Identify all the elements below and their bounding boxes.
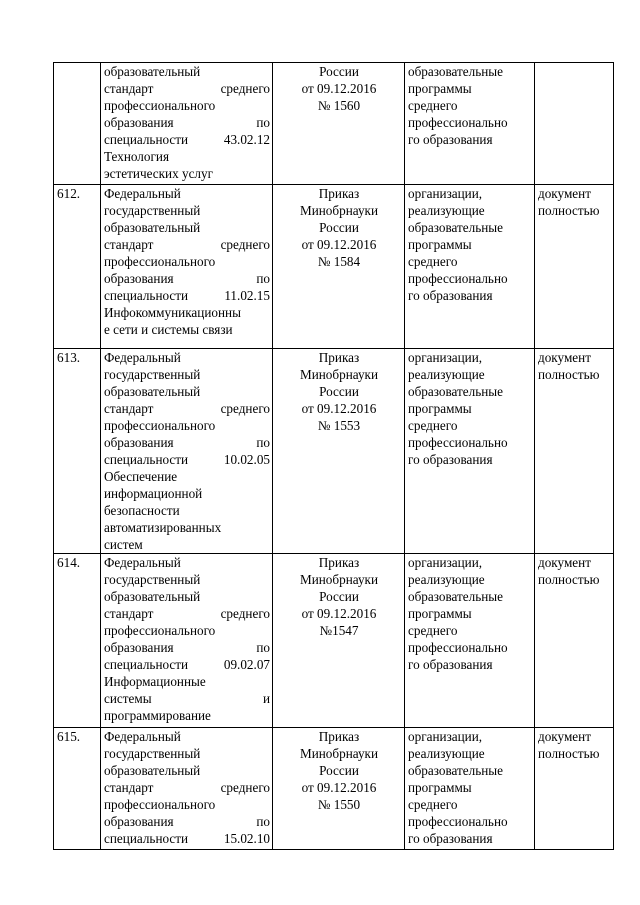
document-name-cell	[101, 185, 273, 349]
document-name-word: образования	[104, 640, 174, 655]
document-name-line: Инфокоммуникационны	[104, 305, 241, 320]
extent-cell	[535, 185, 614, 349]
row-number: 612.	[57, 186, 81, 201]
applicable-to-line: среднего	[408, 98, 458, 113]
approving-act-line: от 09.12.2016	[301, 780, 377, 795]
document-name-word: стандарт	[104, 237, 154, 252]
document-name-line: профессионального	[104, 254, 216, 269]
document-name-word: образования	[104, 435, 174, 450]
approving-act-line: Приказ	[318, 555, 360, 570]
document-name-line: профессионального	[104, 98, 216, 113]
document-name-line: профессионального	[104, 418, 216, 433]
approving-act-line: Минобрнауки	[299, 572, 379, 587]
document-name-line: Обеспечение	[104, 469, 178, 484]
approving-act-line: России	[319, 220, 359, 235]
applicable-to-line: среднего	[408, 418, 458, 433]
document-name-line: Технология	[104, 149, 170, 164]
document-name-word: образования	[104, 115, 174, 130]
regulations-table	[53, 62, 614, 850]
extent-line: документ	[538, 186, 591, 201]
document-name-word: 43.02.12	[223, 132, 270, 147]
approving-act-line: от 09.12.2016	[301, 81, 377, 96]
row-number: 613.	[57, 350, 81, 365]
document-name-line: образовательный	[104, 64, 201, 79]
applicable-to-line: образовательные	[408, 589, 504, 604]
extent-line: документ	[538, 350, 591, 365]
approving-act-line: Приказ	[318, 350, 360, 365]
document-name-line: профессионального	[104, 797, 216, 812]
applicable-to-line: профессионально	[408, 435, 508, 450]
applicable-to-line: программы	[408, 606, 472, 621]
document-name-word: среднего	[220, 780, 270, 795]
document-name-line: государственный	[104, 367, 201, 382]
document-name-word: среднего	[220, 606, 270, 621]
applicable-to-line: образовательные	[408, 763, 504, 778]
document-name-line	[104, 451, 270, 468]
applicable-to-line: образовательные	[408, 220, 504, 235]
document-name-word: системы	[104, 691, 152, 706]
approving-act-line: России	[319, 763, 359, 778]
approving-act-line: России	[319, 384, 359, 399]
approving-act-cell	[273, 185, 405, 349]
document-name-line	[104, 80, 270, 97]
document-name-line: государственный	[104, 203, 201, 218]
document-name-cell	[101, 728, 273, 850]
approving-act-line: Минобрнауки	[299, 367, 379, 382]
document-name-line	[104, 779, 270, 796]
extent-cell	[535, 349, 614, 554]
applicable-to-line: организации,	[408, 186, 483, 201]
approving-act-line: № 1584	[317, 254, 361, 269]
approving-act-cell	[273, 63, 405, 185]
applicable-to-line: программы	[408, 81, 472, 96]
approving-act-line: от 09.12.2016	[301, 237, 377, 252]
document-name-line: систем	[104, 537, 143, 552]
document-name-line: программирование	[104, 708, 211, 723]
table-row	[54, 554, 614, 728]
document-name-line	[104, 813, 270, 830]
approving-act-line: Минобрнауки	[299, 746, 379, 761]
applicable-to-line: реализующие	[408, 203, 485, 218]
document-name-line	[104, 690, 270, 707]
table-body	[54, 63, 614, 850]
document-name-word: стандарт	[104, 81, 154, 96]
document-name-line: образовательный	[104, 763, 201, 778]
document-name-line: Федеральный	[104, 350, 181, 365]
row-number-cell	[54, 728, 101, 850]
approving-act-line: от 09.12.2016	[301, 606, 377, 621]
document-name-line	[104, 287, 270, 304]
approving-act-line: от 09.12.2016	[301, 401, 377, 416]
document-name-line: образовательный	[104, 220, 201, 235]
applicable-to-line: среднего	[408, 797, 458, 812]
extent-line: полностью	[538, 367, 600, 382]
row-number: 614.	[57, 555, 81, 570]
applicable-to-line: реализующие	[408, 367, 485, 382]
extent-line: документ	[538, 555, 591, 570]
document-name-word: стандарт	[104, 606, 154, 621]
document-name-word: среднего	[220, 81, 270, 96]
document-name-word: 10.02.05	[223, 452, 270, 467]
document-name-line	[104, 605, 270, 622]
table-row	[54, 728, 614, 850]
applicable-to-line: профессионально	[408, 640, 508, 655]
document-name-line	[104, 236, 270, 253]
document-name-word: 11.02.15	[224, 288, 270, 303]
document-name-line	[104, 639, 270, 656]
document-name-line: Информационные	[104, 674, 206, 689]
document-name-word: и	[262, 691, 270, 706]
table-row	[54, 185, 614, 349]
approving-act-line: №1547	[319, 623, 359, 638]
document-name-cell	[101, 349, 273, 554]
document-name-line: эстетических услуг	[104, 166, 214, 181]
document-name-cell	[101, 554, 273, 728]
document-name-line	[104, 434, 270, 451]
document-name-word: среднего	[220, 237, 270, 252]
document-name-line: профессионального	[104, 623, 216, 638]
document-name-word: образования	[104, 814, 174, 829]
document-name-word: стандарт	[104, 401, 154, 416]
extent-cell	[535, 554, 614, 728]
row-number-cell	[54, 63, 101, 185]
document-name-word: специальности	[104, 288, 189, 303]
row-number-cell	[54, 554, 101, 728]
approving-act-cell	[273, 728, 405, 850]
approving-act-line: России	[319, 64, 359, 79]
document-name-line	[104, 131, 270, 148]
extent-line: полностью	[538, 572, 600, 587]
document-name-line	[104, 830, 270, 847]
document-name-line: государственный	[104, 746, 201, 761]
approving-act-line: России	[319, 589, 359, 604]
document-name-word: стандарт	[104, 780, 154, 795]
row-number: 615.	[57, 729, 81, 744]
applicable-to-line: реализующие	[408, 572, 485, 587]
document-name-line	[104, 114, 270, 131]
document-name-word: по	[256, 435, 270, 450]
document-name-line: Федеральный	[104, 555, 181, 570]
approving-act-line: Приказ	[318, 729, 360, 744]
document-name-word: специальности	[104, 831, 189, 846]
document-name-word: по	[256, 814, 270, 829]
approving-act-line: Минобрнауки	[299, 203, 379, 218]
document-name-line: образовательный	[104, 589, 201, 604]
applicable-to-line: профессионально	[408, 115, 508, 130]
row-number-cell	[54, 349, 101, 554]
extent-line: документ	[538, 729, 591, 744]
approving-act-line: № 1560	[317, 98, 361, 113]
applicable-to-line: программы	[408, 401, 472, 416]
document-name-line	[104, 400, 270, 417]
applicable-to-line: профессионально	[408, 271, 508, 286]
document-name-line: Федеральный	[104, 729, 181, 744]
table-row	[54, 63, 614, 185]
applicable-to-cell	[405, 349, 535, 554]
document-name-word: образования	[104, 271, 174, 286]
applicable-to-line: организации,	[408, 350, 483, 365]
approving-act-cell	[273, 554, 405, 728]
document-name-word: специальности	[104, 132, 189, 147]
applicable-to-line: образовательные	[408, 384, 504, 399]
extent-line: полностью	[538, 203, 600, 218]
applicable-to-line: реализующие	[408, 746, 485, 761]
document-name-word: 15.02.10	[223, 831, 270, 846]
applicable-to-line: среднего	[408, 254, 458, 269]
document-name-line: информационной	[104, 486, 203, 501]
document-name-word: по	[256, 271, 270, 286]
applicable-to-cell	[405, 728, 535, 850]
document-name-line	[104, 656, 270, 673]
applicable-to-cell	[405, 63, 535, 185]
extent-cell	[535, 728, 614, 850]
document-name-word: по	[256, 640, 270, 655]
document-name-line: е сети и системы связи	[104, 322, 233, 337]
applicable-to-line: среднего	[408, 623, 458, 638]
applicable-to-line: го образования	[408, 831, 493, 846]
document-name-line: государственный	[104, 572, 201, 587]
document-name-line: автоматизированных	[104, 520, 222, 535]
document-name-line: безопасности	[104, 503, 180, 518]
approving-act-line: № 1550	[317, 797, 361, 812]
extent-cell	[535, 63, 614, 185]
approving-act-line: № 1553	[317, 418, 361, 433]
table-row	[54, 349, 614, 554]
applicable-to-line: го образования	[408, 132, 493, 147]
document-name-word: специальности	[104, 452, 189, 467]
applicable-to-cell	[405, 185, 535, 349]
applicable-to-line: программы	[408, 780, 472, 795]
applicable-to-line: го образования	[408, 288, 493, 303]
document-name-word: среднего	[220, 401, 270, 416]
document-name-word: по	[256, 115, 270, 130]
approving-act-cell	[273, 349, 405, 554]
approving-act-line: Приказ	[318, 186, 360, 201]
applicable-to-line: го образования	[408, 657, 493, 672]
row-number-cell	[54, 185, 101, 349]
document-name-line: Федеральный	[104, 186, 181, 201]
document-name-word: специальности	[104, 657, 189, 672]
applicable-to-line: профессионально	[408, 814, 508, 829]
applicable-to-line: организации,	[408, 729, 483, 744]
document-name-line: образовательный	[104, 384, 201, 399]
applicable-to-line: образовательные	[408, 64, 504, 79]
applicable-to-line: программы	[408, 237, 472, 252]
document-name-cell	[101, 63, 273, 185]
extent-line: полностью	[538, 746, 600, 761]
applicable-to-line: организации,	[408, 555, 483, 570]
document-name-word: 09.02.07	[223, 657, 270, 672]
document-name-line	[104, 270, 270, 287]
applicable-to-cell	[405, 554, 535, 728]
applicable-to-line: го образования	[408, 452, 493, 467]
